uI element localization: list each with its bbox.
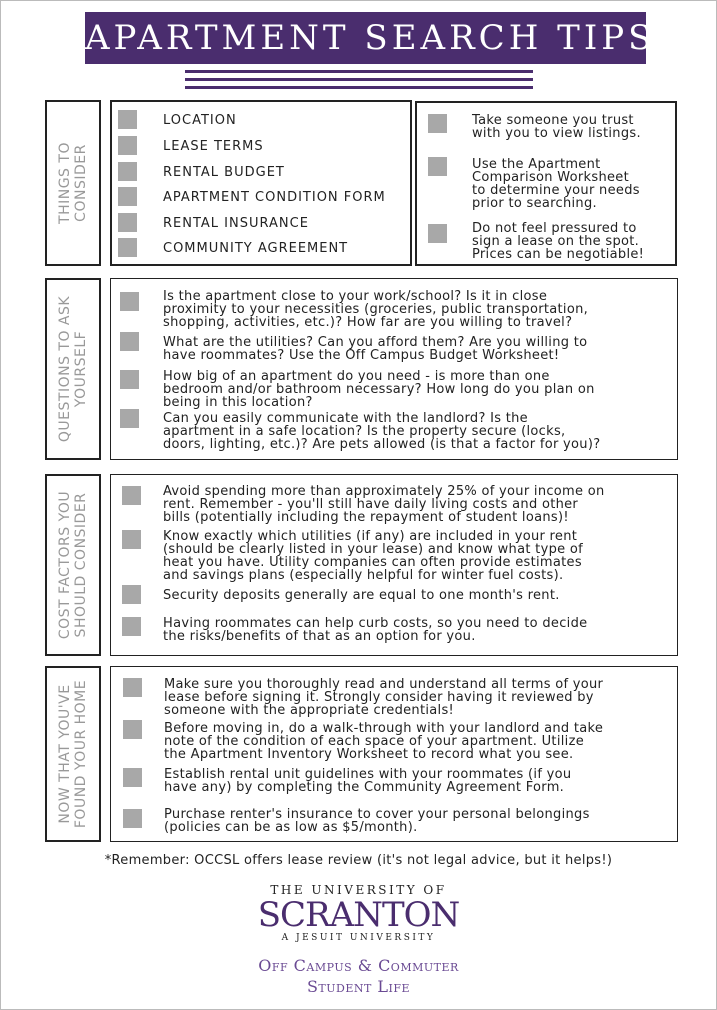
cost-item: Avoid spending more than approximately 25% of your income on rent. Remember - you'll still have daily living costs and other bills (potentially including the repayment of student loans)! [163, 484, 605, 525]
checkbox[interactable] [120, 292, 139, 311]
checkbox[interactable] [118, 213, 137, 232]
tip-item: Use the Apartment Comparison Worksheet to determine your needs prior to searching. [472, 157, 640, 211]
tip-item: Take someone you trust with you to view listings. [472, 113, 641, 141]
home-item: Before moving in, do a walk-through with your landlord and take note of the condition of each space of your apartment. Utilize the Apartment Inventory Worksheet to record what you see. [164, 721, 604, 762]
office-name-line2: Student Life [306, 977, 411, 996]
checkbox[interactable] [428, 157, 447, 176]
question-item: Is the apartment close to your work/school? Is it in close proximity to your necessities (groceries, public transportation, shopping, activities, etc.)? How far are you willing to travel? [163, 289, 589, 330]
checkbox[interactable] [118, 187, 137, 206]
checkbox[interactable] [123, 678, 142, 697]
list-item: LEASE TERMS [163, 139, 264, 154]
list-item: RENTAL BUDGET [163, 165, 285, 180]
section-label-cost-factors: COST FACTORS YOU SHOULD CONSIDER [45, 474, 101, 656]
tip-item: Do not feel pressured to sign a lease on the spot. Prices can be negotiable! [472, 221, 645, 262]
question-item: How big of an apartment do you need - is more than one bedroom and/or bathroom necessary? How long do you plan on being in this location? [163, 369, 595, 410]
home-item: Make sure you thoroughly read and understand all terms of your lease before signing it. Strongly consider having it reviewed by someone with the appropriate credentials! [164, 677, 604, 718]
home-item: Establish rental unit guidelines with your roommates (if you have any) by completing the Community Agreement Form. [164, 767, 572, 795]
checkbox[interactable] [118, 162, 137, 181]
question-item: What are the utilities? Can you afford them? Are you willing to have roommates? Use the Off Campus Budget Worksheet! [163, 335, 588, 363]
checkbox[interactable] [428, 114, 447, 133]
checkbox[interactable] [118, 136, 137, 155]
checkbox[interactable] [122, 585, 141, 604]
section-label-questions: QUESTIONS TO ASK YOURSELF [45, 278, 101, 460]
cost-item: Know exactly which utilities (if any) are included in your rent (should be clearly listed in your lease) and know what type of heat you have. Utility companies can often provide estimates and savings plans (especially helpful for winter fuel costs). [163, 529, 583, 583]
checkbox[interactable] [123, 720, 142, 739]
checkbox[interactable] [122, 617, 141, 636]
office-name-line1: Off Campus & Commuter [258, 956, 459, 975]
section-label-found-home: NOW THAT YOU'VE FOUND YOUR HOME [45, 666, 101, 842]
question-item: Can you easily communicate with the landlord? Is the apartment in a safe location? Is the property secure (locks, doors, lighting, etc.)? Are pets allowed (is that a factor for you)? [163, 411, 601, 452]
cost-item: Having roommates can help curb costs, so you need to decide the risks/benefits of that as an option for you. [163, 616, 588, 644]
checkbox[interactable] [123, 768, 142, 787]
checkbox[interactable] [120, 332, 139, 351]
checkbox[interactable] [118, 110, 137, 129]
checkbox[interactable] [118, 238, 137, 257]
list-item: LOCATION [163, 113, 237, 128]
footnote: *Remember: OCCSL offers lease review (it's not legal advice, but it helps!) [104, 853, 613, 868]
checkbox[interactable] [122, 530, 141, 549]
cost-item: Security deposits generally are equal to one month's rent. [163, 588, 560, 603]
checkbox[interactable] [428, 224, 447, 243]
home-item: Purchase renter's insurance to cover your personal belongings (policies can be as low as $5/month). [164, 807, 590, 835]
university-logo: THE UNIVERSITY OF SCRANTON A JESUIT UNIVERSITY [257, 883, 460, 943]
list-item: COMMUNITY AGREEMENT [163, 241, 349, 256]
list-item: APARTMENT CONDITION FORM [163, 190, 386, 205]
list-item: RENTAL INSURANCE [163, 216, 309, 231]
page-title: APARTMENT SEARCH TIPS [85, 12, 646, 64]
checkbox[interactable] [122, 486, 141, 505]
checkbox[interactable] [120, 409, 139, 428]
section-label-things-to-consider: THINGS TO CONSIDER [45, 100, 101, 266]
checkbox[interactable] [123, 809, 142, 828]
checkbox[interactable] [120, 370, 139, 389]
title-underline-stripes [185, 70, 533, 94]
